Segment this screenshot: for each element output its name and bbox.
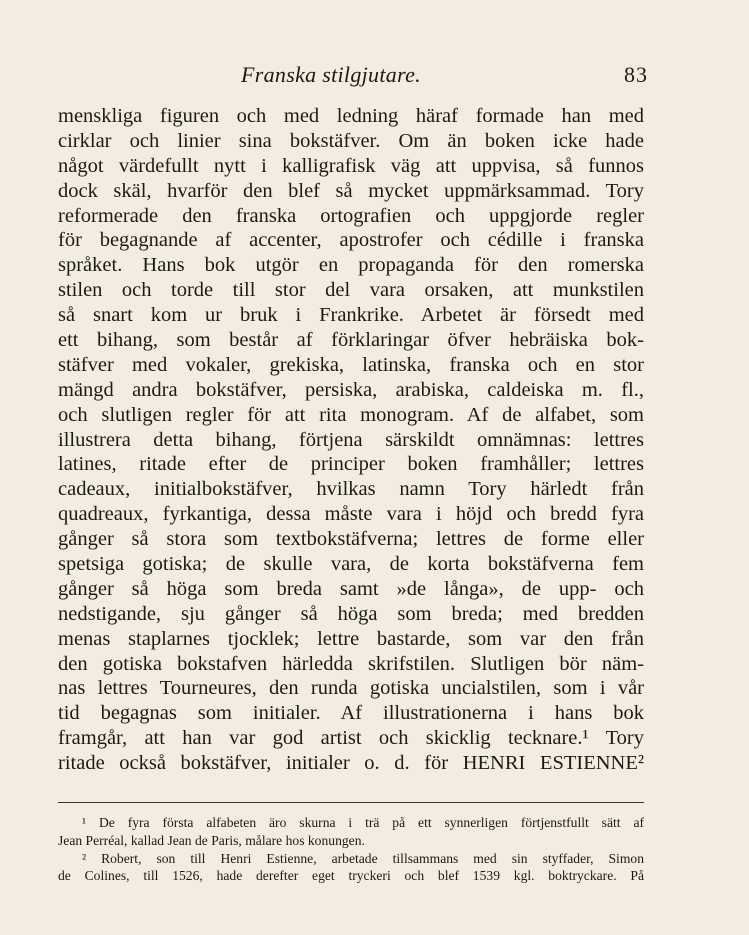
body-line: menas staplarnes tjocklek; lettre bastarde, som var den från [58, 627, 644, 650]
body-line: stilen och torde till stor del vara orsaken, att munkstilen [58, 279, 644, 302]
body-line: något värdefullt nytt i kalligrafisk väg att uppvisa, så funnos [58, 154, 644, 177]
body-line: gånger så höga som breda samt »de långa», de upp- och [58, 577, 644, 600]
body-line: ett bihang, som består af förklaringar öfver hebräiska bok- [58, 329, 644, 352]
body-line: ritade också bokstäfver, initialer o. d. för HENRI ESTIENNE² [58, 752, 644, 775]
body-line: illustrera detta bihang, förtjena särskildt omnämnas: lettres [58, 428, 644, 451]
body-text [58, 104, 644, 776]
running-head [58, 62, 648, 94]
footnote-line: de Colines, till 1526, hade derefter eget tryckeri och blef 1539 kgl. boktryckare. På [58, 868, 644, 884]
body-line: den gotiska bokstafven härledda skrifstilen. Slutligen bör näm- [58, 652, 644, 675]
body-line: för begagnande af accenter, apostrofer och cédille i franska [58, 229, 644, 252]
body-line: stäfver med vokaler, grekiska, latinska, franska och en stor [58, 353, 644, 376]
body-line: spetsiga gotiska; de skulle vara, de korta bokstäfverna fem [58, 553, 644, 576]
body-line: cirklar och linier sina bokstäfver. Om än boken icke hade [58, 129, 644, 152]
body-line: dock skäl, hvarför den blef så mycket uppmärksammad. Tory [58, 179, 644, 202]
body-line: gånger så stora som textbokstäfverna; lettres de forme eller [58, 528, 644, 551]
footnotes [58, 814, 644, 885]
body-line: mängd andra bokstäfver, persiska, arabiska, caldeiska m. fl., [58, 378, 644, 401]
footnote-line: ¹ De fyra första alfabeten äro skurna i trä på ett synnerligen förtjenstfullt sätt af [82, 815, 644, 830]
body-line: nedstigande, sju gånger så höga som breda; med bredden [58, 602, 644, 625]
footnote-divider [58, 802, 644, 803]
footnote-line: ² Robert, son till Henri Estienne, arbetade tillsammans med sin styffader, Simon [82, 850, 644, 866]
body-line: menskliga figuren och med ledning häraf formade han med [58, 105, 644, 127]
body-line: så snart kom ur bruk i Frankrike. Arbetet är försedt med [58, 304, 644, 327]
body-line: cadeaux, initialbokstäfver, hvilkas namn Tory härledt från [58, 478, 644, 501]
running-title: Franska stilgjutare. [241, 62, 421, 87]
body-line: latines, ritade efter de principer boken framhåller; lettres [58, 453, 644, 476]
body-line: språket. Hans bok utgör en propaganda för den romerska [58, 254, 644, 277]
body-line: quadreaux, fyrkantiga, dessa måste vara i höjd och bredd fyra [58, 503, 644, 526]
body-line: och slutligen regler för att rita monogram. Af de alfabet, som [58, 403, 644, 426]
body-line: reformerade den franska ortografien och uppgjorde regler [58, 204, 644, 227]
body-line: tid begagnas som initialer. Af illustrationerna i hans bok [58, 702, 644, 725]
body-line: nas lettres Tourneures, den runda gotiska uncialstilen, som i vår [58, 677, 644, 700]
page-number: 83 [624, 62, 648, 87]
footnote-line: Jean Perréal, kallad Jean de Paris, målare hos konungen. [58, 832, 365, 848]
body-line: framgår, att han var god artist och skicklig tecknare.¹ Tory [58, 727, 644, 750]
